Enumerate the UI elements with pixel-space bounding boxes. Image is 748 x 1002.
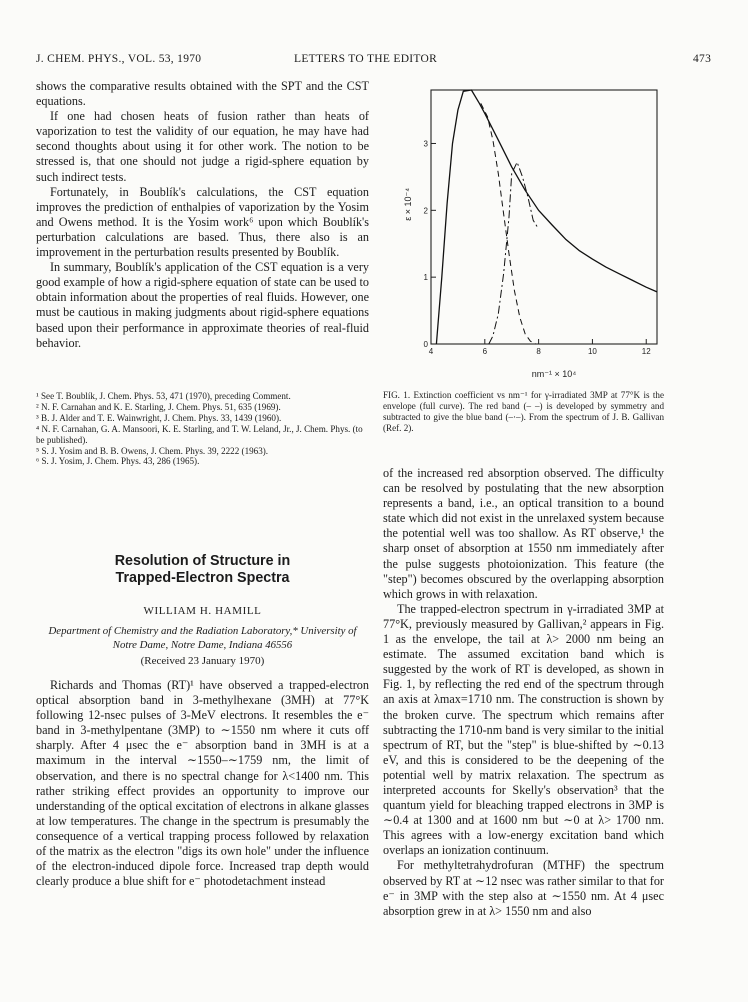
article-affiliation: Department of Chemistry and the Radiation Laboratory,* University of Notre Dame, Notre Dame, Indiana 46556 [48, 625, 357, 651]
reference-item: ⁵ S. J. Yosim and B. B. Owens, J. Chem. Phys. 39, 2222 (1963). [36, 445, 269, 456]
paragraph: In summary, Boublík's application of the CST equation is a very good example of how a rigid-sphere equation of state can be used to obtain information about the properties of real fluids. However, one must be cautious in making judgments about rigid-sphere equations based upon their performance in approximate theories of real-fluid behavior. [36, 260, 369, 350]
right-column-body [383, 466, 664, 919]
section-header: LETTERS TO THE EDITOR [294, 53, 438, 65]
paragraph: Fortunately, in Boublík's calculations, the CST equation improves the prediction of enthalpies of vaporization by the Yosim and Owens method. It is the Yosim work⁶ upon which Boublík's perturbation calculations are based. Thus, there also is an improvement in the perturbation results presented by Boublík. [36, 184, 369, 260]
y-axis-label: ε × 10⁻⁴ [403, 187, 413, 221]
x-tick-label: 8 [536, 347, 541, 356]
x-tick-label: 4 [428, 347, 434, 356]
reference-item: ⁴ N. F. Carnahan, G. A. Mansoori, K. E. Starling, and T. W. Leland, Jr., J. Chem. Phys. (to be published). [36, 423, 363, 445]
x-tick-label: 6 [482, 347, 488, 356]
figure-caption: FIG. 1. Extinction coefficient vs nm⁻¹ for γ-irradiated 3MP at 77°K is the envelope (full curve). The red band (– –) is developed by symmetry and subtracted to give the blue band (–·–). From the spectrum of J. B. Gallivan (Ref. 2). [383, 390, 664, 433]
left-column-top [36, 79, 369, 351]
paragraph: shows the comparative results obtained with the SPT and the CST equations. [36, 79, 369, 109]
y-tick-label: 2 [423, 206, 428, 216]
reference-item: ² N. F. Carnahan and K. E. Starling, J. Chem. Phys. 51, 635 (1969). [36, 401, 281, 412]
reference-list [36, 391, 369, 467]
figure-1-chart [393, 82, 673, 392]
reference-item: ¹ See T. Boublík, J. Chem. Phys. 53, 471 (1970), preceding Comment. [36, 391, 291, 401]
article-title: Resolution of Structure in Trapped-Electron Spectra [114, 553, 291, 586]
paragraph: For methyltetrahydrofuran (MTHF) the spectrum observed by RT at ∼12 nsec was rather similar to that for e⁻ in 3MP with the step also at ∼1550 nm. At 4 μsec absorption grew in at λ> 1550 nm and also [383, 858, 664, 918]
series-line-dashed [481, 103, 536, 344]
reference-item: ⁶ S. J. Yosim, J. Chem. Phys. 43, 286 (1965). [36, 456, 200, 467]
y-tick-label: 1 [423, 273, 428, 283]
paragraph: The trapped-electron spectrum in γ-irradiated 3MP at 77°K, previously measured by Gallivan,² appears in Fig. 1 as the envelope, the tail at λ> 2000 nm being an estimate. The assumed excitation band which is suggested by the work of RT is developed, as shown in Fig. 1, by reflecting the red end of the spectrum through an axis at λmax=1710 nm. The construction is shown by the broken curve. The spectrum which remains after subtracting the 1710-nm band is very similar to the initial spectrum of RT, but the "step" is blue-shifted by ∼0.13 eV, and this is considered to be the deepening of the potential well by matrix relaxation. The spectrum as interpreted accounts for Skelly's observation³ that the quantum yield for bleaching trapped electrons in 3MP is ∼0.4 at 1300 and at 1600 nm but ∼0 at λ> 1700 nm. This agrees with a low-energy excitation band which overlaps an ionization continuum. [383, 601, 664, 858]
series-line-solid [436, 90, 657, 344]
y-tick-label: 0 [423, 340, 428, 349]
y-tick-label: 3 [423, 139, 428, 149]
x-tick-label: 10 [587, 347, 597, 356]
x-tick-label: 12 [641, 347, 651, 356]
series-line-dash-dot [489, 162, 539, 344]
left-column-body [36, 678, 369, 889]
journal-header: J. CHEM. PHYS., VOL. 53, 1970 [36, 53, 202, 65]
reference-item: ³ B. J. Alder and T. E. Wainwright, J. Chem. Phys. 33, 1439 (1960). [36, 412, 282, 423]
paragraph: If one had chosen heats of fusion rather than heats of vaporization to test the validity of our equation, he may have had second thoughts about using it for other work. The notion to be stressed is, that one should not judge a rigid-sphere equation by such indirect tests. [36, 109, 369, 184]
article-author: WILLIAM H. HAMILL [143, 605, 262, 617]
article-header [36, 553, 369, 587]
paragraph: of the increased red absorption observed. The difficulty can be resolved by postulating that the new absorption represents a band, i.e., an optical transition to a bound state which did not exist in the unrelaxed system because the potential well was too shallow. As RT observe,¹ the sharp onset of absorption at 1550 nm immediately after the pulse suggests photoionization. This feature (the "step") becomes obscured by the overlapping absorption which grows in with relaxation. [383, 466, 664, 601]
paragraph: Richards and Thomas (RT)¹ have observed a trapped-electron optical absorption band in 3-methylhexane (3MH) at 77°K following 12-nsec pulses of 3-MeV electrons. It resembles the e⁻ band in 3-methylpentane (3MP) to ∼1550 nm where it cuts off sharply. After 4 μsec the e⁻ absorption band in 3MH is at a maximum in the interval ∼1550–∼1759 nm, the limit of observation, and there is no spectral change for λ<1400 nm. This rather striking effect provides an opportunity to improve our understanding of the optical excitation of electrons in alkane glasses at low temperatures. The change in the spectrum is presumably the consequence of a vertical trapping process followed by relaxation of the matrix as the electron "digs its own hole" under the influence of the electron-induced dipole force. Increased trap depth would clearly produce a blue shift for e⁻ photodetachment instead [36, 678, 369, 889]
received-date: (Received 23 January 1970) [140, 655, 265, 667]
page-number: 473 [693, 53, 712, 65]
x-axis-label: nm⁻¹ × 10⁴ [531, 369, 577, 379]
